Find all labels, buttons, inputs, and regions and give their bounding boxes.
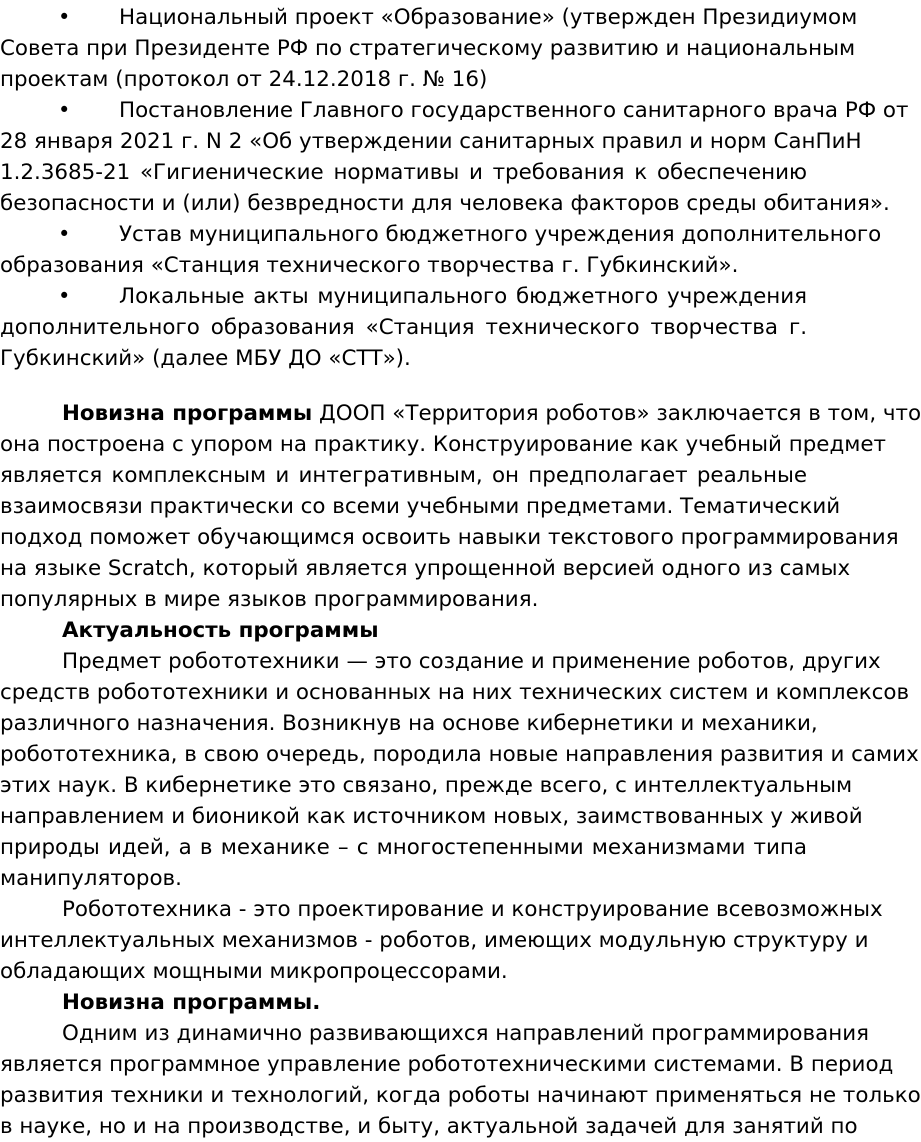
text-line: Предмет робототехники — это создание и применение роботов, других: [62, 649, 881, 674]
text-line: на языке Scratch, который является упрощенной версией одного из самых: [0, 556, 851, 581]
text-line: Устав муниципального бюджетного учреждения дополнительного: [119, 222, 882, 247]
bullet-marker: •: [58, 222, 71, 246]
novelty-first-line: [62, 398, 921, 429]
text-line: Губкинский» (далее МБУ ДО «СТТ»).: [0, 346, 411, 371]
text-line: 28 января 2021 г. N 2 «Об утверждении санитарных правил и норм СанПиН: [0, 129, 862, 154]
text-line: является комплексным и интегративным, он предполагает реальные: [0, 463, 807, 488]
text-line: безопасности и (или) безвредности для человека факторов среды обитания».: [0, 191, 890, 216]
bullet-marker: •: [58, 5, 71, 29]
text-line: развития техники и технологий, когда роботы начинают применяться не только: [0, 1083, 921, 1108]
novelty-heading: Новизна программы: [62, 401, 313, 426]
text-line: подход поможет обучающимся освоить навыки текстового программирования: [0, 525, 899, 550]
text-line: обладающих мощными микропроцессорами.: [0, 959, 508, 984]
text-line: Робототехника - это проектирование и конструирование всевозможных: [62, 897, 883, 922]
text-line: различного назначения. Возникнув на основе кибернетики и механики,: [0, 711, 818, 736]
text-line: направлением и бионикой как источником новых, заимствованных у живой: [0, 804, 863, 829]
text-line: средств робототехники и основанных на них технических систем и комплексов: [0, 680, 910, 705]
novelty-first-line-text: ДООП «Территория роботов» заключается в том, что: [312, 401, 921, 426]
text-line: Совета при Президенте РФ по стратегическому развитию и национальным: [0, 36, 856, 61]
text-line: популярных в мире языков программирования.: [0, 587, 539, 612]
bullet-marker: •: [58, 284, 71, 308]
text-line: Одним из динамично развивающихся направлений программирования: [62, 1021, 869, 1046]
text-line: взаимосвязи практически со всеми учебными предметами. Тематический: [0, 494, 841, 519]
text-line: проектам (протокол от 24.12.2018 г. № 16): [0, 67, 488, 92]
text-line: в науке, но и на производстве, и быту, актуальной задачей для занятий по: [0, 1114, 858, 1139]
text-line: природы идей, а в механике – с многостепенными механизмами типа: [0, 835, 807, 860]
text-line: Национальный проект «Образование» (утвержден Президиумом: [119, 5, 858, 30]
text-line: образования «Станция технического творчества г. Губкинский».: [0, 253, 739, 278]
text-line: Постановление Главного государственного санитарного врача РФ от: [119, 98, 909, 123]
novelty-heading-2: Новизна программы.: [62, 990, 321, 1015]
text-line: является программное управление робототехническими системами. В период: [0, 1052, 894, 1077]
text-line: дополнительного образования «Станция технического творчества г.: [0, 315, 807, 340]
text-line: она построена с упором на практику. Конструирование как учебный предмет: [0, 432, 886, 457]
text-line: робототехника, в свою очередь, породила новые направления развития и самих: [0, 742, 919, 767]
text-line: 1.2.3685-21 «Гигиенические нормативы и требования к обеспечению: [0, 160, 807, 185]
text-line: интеллектуальных механизмов - роботов, имеющих модульную структуру и: [0, 928, 869, 953]
text-line: манипуляторов.: [0, 866, 182, 891]
bullet-marker: •: [58, 98, 71, 122]
text-line: Локальные акты муниципального бюджетного учреждения: [119, 284, 807, 309]
text-line: этих наук. В кибернетике это связано, прежде всего, с интеллектуальным: [0, 773, 853, 798]
relevance-heading: Актуальность программы: [62, 618, 379, 643]
